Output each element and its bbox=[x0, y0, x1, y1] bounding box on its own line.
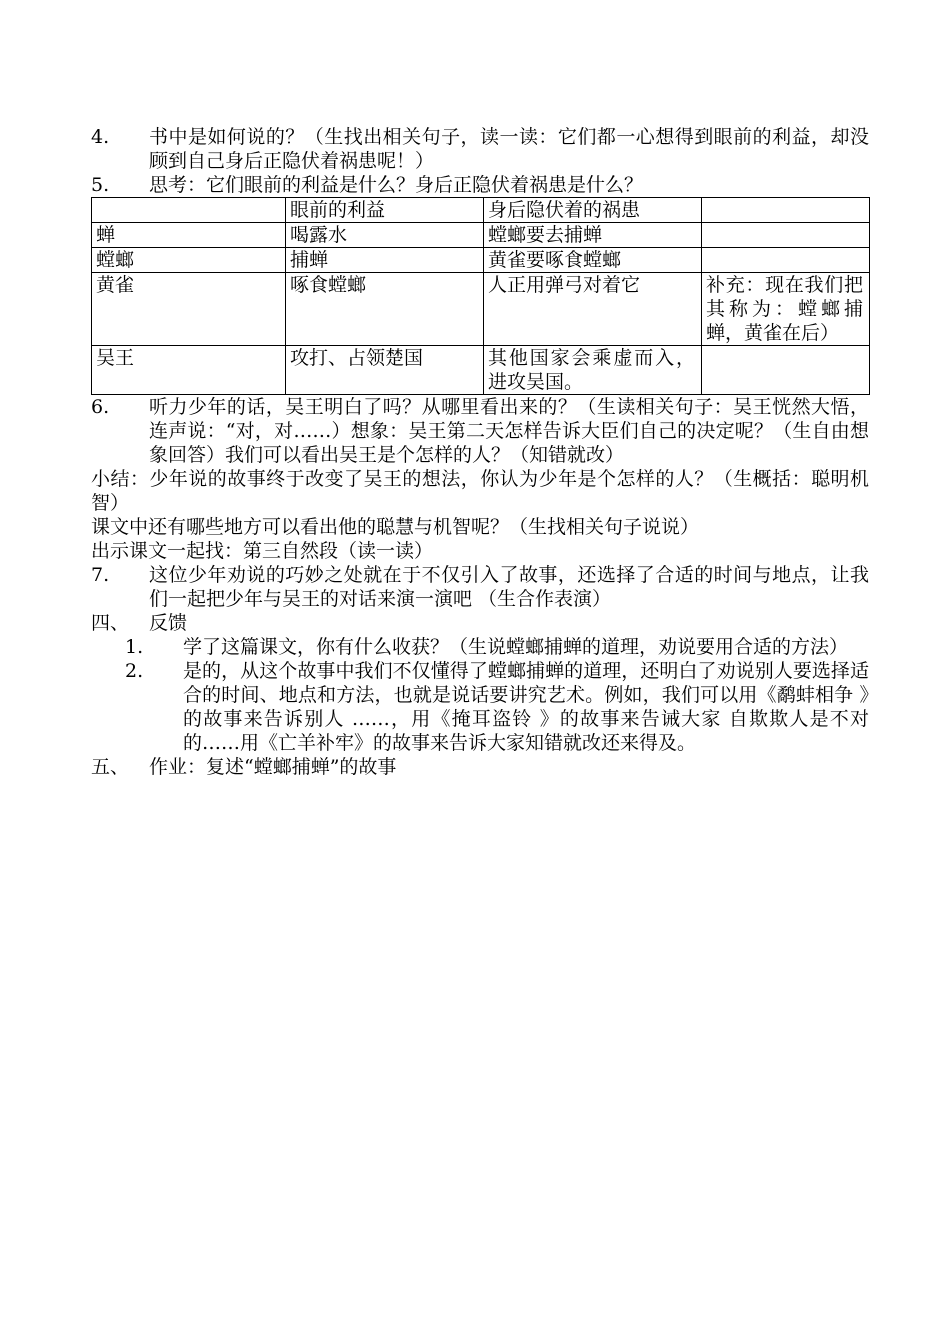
table-cell: 黄雀要啄食螳螂 bbox=[484, 248, 702, 273]
item-text: 学了这篇课文，你有什么收获？（生说螳螂捕蝉的道理，劝说要用合适的方法） bbox=[183, 636, 849, 658]
table-row bbox=[92, 346, 870, 395]
item-number: 5. bbox=[91, 174, 110, 196]
item-number: 1. bbox=[125, 636, 144, 658]
section-heading-5 bbox=[91, 755, 869, 779]
summary-paragraph: 小结：少年说的故事终于改变了吴王的想法，你认为少年是个怎样的人？（生概括：聪明机智） bbox=[91, 468, 869, 514]
item-number: 2. bbox=[125, 660, 144, 682]
list-item-6 bbox=[91, 395, 869, 467]
section-title: 反馈 bbox=[149, 612, 188, 634]
table-cell-note: 补充：现在我们把其称为：螳螂捕蝉，黄雀在后） bbox=[702, 273, 870, 346]
table-row bbox=[92, 273, 870, 346]
paragraph: 课文中还有哪些地方可以看出他的聪慧与机智呢？（生找相关句子说说） bbox=[91, 516, 700, 538]
section-number: 四、 bbox=[91, 612, 130, 634]
table-cell: 螳螂 bbox=[92, 248, 286, 273]
section-title: 作业：复述“螳螂捕蝉”的故事 bbox=[149, 756, 397, 778]
table-cell bbox=[702, 346, 870, 395]
table-header-cell: 眼前的利益 bbox=[286, 198, 484, 223]
table-cell: 捕蝉 bbox=[286, 248, 484, 273]
table-cell: 啄食螳螂 bbox=[286, 273, 484, 346]
list-item-4 bbox=[91, 125, 869, 173]
item-text: 听力少年的话，吴王明白了吗？从哪里看出来的？（生读相关句子：吴王恍然大悟，连声说：“对，对……）想象：吴王第二天怎样告诉大臣们自己的决定呢？（生自由想象回答）我们可以看出吴王是个怎样的人？（知错就改） bbox=[149, 396, 869, 466]
paragraph: 出示课文一起找：第三自然段（读一读） bbox=[91, 540, 434, 562]
sub-item-1 bbox=[125, 635, 869, 659]
table-cell: 喝露水 bbox=[286, 223, 484, 248]
table-cell: 黄雀 bbox=[92, 273, 286, 346]
table-header-row bbox=[92, 198, 870, 223]
table-header-cell bbox=[92, 198, 286, 223]
list-item-5 bbox=[91, 173, 869, 197]
table-cell bbox=[702, 248, 870, 273]
item-number: 7. bbox=[91, 564, 110, 586]
item-text: 是的，从这个故事中我们不仅懂得了螳螂捕蝉的道理，还明白了劝说别人要选择适合的时间、地点和方法，也就是说话要讲究艺术。例如，我们可以用《鹬蚌相争 》的故事来告诉别人 ……，用《掩耳盗铃 》的故事来告诫大家 自欺欺人是不对的……用《亡羊补牢》的故事来告诉大家知错就改还来得及。 bbox=[183, 660, 869, 754]
section-number: 五、 bbox=[91, 756, 130, 778]
table-cell: 攻打、占领楚国 bbox=[286, 346, 484, 395]
table-header-cell bbox=[702, 198, 870, 223]
section-heading-4 bbox=[91, 611, 869, 635]
sub-item-2 bbox=[125, 659, 869, 755]
table-cell: 蝉 bbox=[92, 223, 286, 248]
table-cell: 人正用弹弓对着它 bbox=[484, 273, 702, 346]
item-text: 这位少年劝说的巧妙之处就在于不仅引入了故事，还选择了合适的时间与地点，让我们一起把少年与吴王的对话来演一演吧 （生合作表演） bbox=[149, 564, 869, 610]
analysis-table bbox=[91, 197, 870, 395]
document-page bbox=[91, 125, 869, 779]
item-number: 6. bbox=[91, 396, 110, 418]
table-cell: 螳螂要去捕蝉 bbox=[484, 223, 702, 248]
item-text: 思考：它们眼前的利益是什么？身后正隐伏着祸患是什么？ bbox=[149, 174, 644, 196]
table-header-cell: 身后隐伏着的祸患 bbox=[484, 198, 702, 223]
list-item-7 bbox=[91, 563, 869, 611]
item-number: 4. bbox=[91, 126, 110, 148]
item-text: 书中是如何说的？（生找出相关句子，读一读：它们都一心想得到眼前的利益，却没顾到自己身后正隐伏着祸患呢！） bbox=[149, 126, 869, 172]
table-cell bbox=[702, 223, 870, 248]
table-cell: 其他国家会乘虚而入，进攻吴国。 bbox=[484, 346, 702, 395]
table-row bbox=[92, 223, 870, 248]
table-cell: 吴王 bbox=[92, 346, 286, 395]
table-row bbox=[92, 248, 870, 273]
